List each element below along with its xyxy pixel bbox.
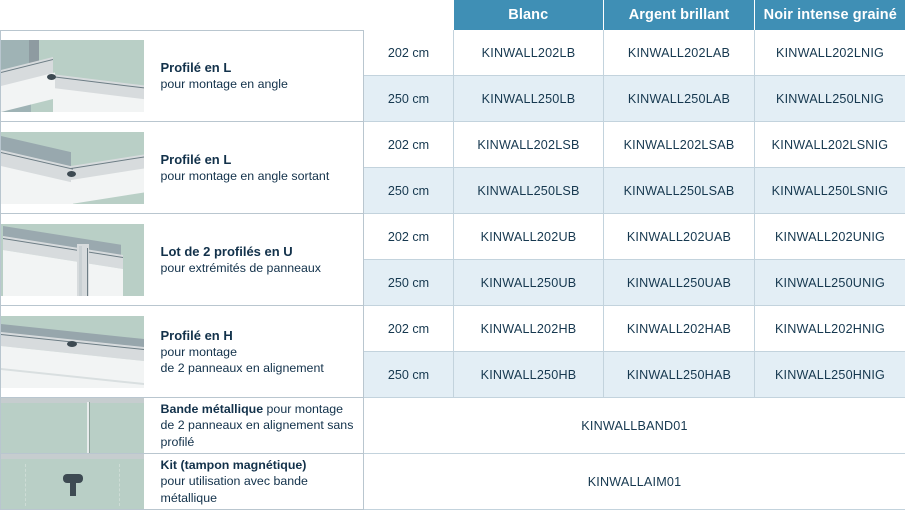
table-row bbox=[1, 30, 905, 76]
product-subtitle: pour montage en angle bbox=[160, 77, 288, 92]
reference-bande-metallique: KINWALLBAND01 bbox=[364, 398, 905, 454]
reference-noir: KINWALL202UNIG bbox=[755, 214, 905, 260]
product-description-cell bbox=[161, 398, 364, 454]
reference-argent: KINWALL202UAB bbox=[604, 214, 755, 260]
table-header-row bbox=[1, 0, 905, 30]
product-title: Profilé en L bbox=[160, 151, 232, 167]
reference-noir: KINWALL250LNIG bbox=[755, 76, 905, 122]
length-cell: 202 cm bbox=[364, 122, 454, 168]
table-row bbox=[1, 214, 905, 260]
reference-blanc: KINWALL202LSB bbox=[454, 122, 604, 168]
kit-tampon-magnetique-image bbox=[1, 454, 144, 509]
reference-blanc: KINWALL250HB bbox=[454, 352, 604, 398]
reference-blanc: KINWALL202LB bbox=[454, 30, 604, 76]
bande-metallique-image bbox=[1, 398, 144, 453]
reference-blanc: KINWALL250UB bbox=[454, 260, 604, 306]
length-cell: 202 cm bbox=[364, 30, 454, 76]
product-subtitle: pour montage bbox=[263, 401, 343, 416]
product-title: Lot de 2 profilés en U bbox=[160, 243, 293, 259]
product-title: Profilé en L bbox=[160, 59, 232, 75]
reference-argent: KINWALL202HAB bbox=[604, 306, 755, 352]
reference-argent: KINWALL202LAB bbox=[604, 30, 755, 76]
length-cell: 250 cm bbox=[364, 352, 454, 398]
table-row bbox=[1, 398, 905, 454]
profile-h-image bbox=[1, 316, 144, 388]
table-row bbox=[1, 454, 905, 510]
product-title: Kit (tampon magnétique) bbox=[160, 457, 307, 472]
product-image-cell bbox=[1, 398, 161, 454]
product-title: Bande métallique bbox=[160, 401, 264, 416]
product-subtitle-2: pour utilisation avec bande métallique bbox=[160, 474, 308, 505]
table-row bbox=[1, 306, 905, 352]
length-cell: 250 cm bbox=[364, 168, 454, 214]
header-spacer-image bbox=[1, 0, 161, 30]
length-cell: 202 cm bbox=[364, 214, 454, 260]
reference-argent: KINWALL250UAB bbox=[604, 260, 755, 306]
product-description-cell bbox=[161, 214, 364, 306]
product-subtitle-2: de 2 panneaux en alignement sans profilé bbox=[160, 418, 354, 449]
reference-blanc: KINWALL202HB bbox=[454, 306, 604, 352]
footer-strip bbox=[0, 522, 905, 527]
profile-l-angle-image bbox=[1, 40, 144, 112]
column-header-blanc: Blanc bbox=[454, 0, 604, 30]
reference-argent: KINWALL250LSAB bbox=[604, 168, 755, 214]
reference-noir: KINWALL202LNIG bbox=[755, 30, 905, 76]
product-title-line bbox=[161, 457, 364, 474]
product-subtitle: pour montage bbox=[160, 344, 237, 359]
reference-argent: KINWALL202LSAB bbox=[604, 122, 755, 168]
header-spacer-desc bbox=[161, 0, 364, 30]
reference-argent: KINWALL250HAB bbox=[604, 352, 755, 398]
length-cell: 250 cm bbox=[364, 76, 454, 122]
product-title-line bbox=[161, 401, 364, 418]
length-cell: 202 cm bbox=[364, 306, 454, 352]
reference-argent: KINWALL250LAB bbox=[604, 76, 755, 122]
product-title: Profilé en H bbox=[160, 327, 233, 343]
product-subtitle-2: de 2 panneaux en alignement bbox=[160, 361, 324, 376]
column-header-noir-intense-graine: Noir intense grainé bbox=[755, 0, 905, 30]
reference-noir: KINWALL202LSNIG bbox=[755, 122, 905, 168]
product-image-cell bbox=[1, 454, 161, 510]
product-image-cell bbox=[1, 306, 161, 398]
profile-l-angle-sortant-image bbox=[1, 132, 144, 204]
reference-noir: KINWALL250HNIG bbox=[755, 352, 905, 398]
reference-blanc: KINWALL202UB bbox=[454, 214, 604, 260]
column-header-argent-brillant: Argent brillant bbox=[604, 0, 755, 30]
reference-noir: KINWALL250LSNIG bbox=[755, 168, 905, 214]
reference-noir: KINWALL250UNIG bbox=[755, 260, 905, 306]
product-description-cell bbox=[161, 122, 364, 214]
product-image-cell bbox=[1, 122, 161, 214]
product-image-cell bbox=[1, 214, 161, 306]
header-spacer-length bbox=[364, 0, 454, 30]
table-row bbox=[1, 122, 905, 168]
reference-blanc: KINWALL250LSB bbox=[454, 168, 604, 214]
reference-blanc: KINWALL250LB bbox=[454, 76, 604, 122]
lot-profiles-u-image bbox=[1, 224, 144, 296]
product-subtitle: pour extrémités de panneaux bbox=[160, 260, 321, 275]
product-description-cell bbox=[161, 306, 364, 398]
product-image-cell bbox=[1, 30, 161, 122]
length-cell: 250 cm bbox=[364, 260, 454, 306]
reference-kit-tampon-magnetique: KINWALLAIM01 bbox=[364, 454, 905, 510]
product-description-cell bbox=[161, 30, 364, 122]
reference-noir: KINWALL202HNIG bbox=[755, 306, 905, 352]
product-description-cell bbox=[161, 454, 364, 510]
product-subtitle: pour montage en angle sortant bbox=[160, 168, 330, 183]
